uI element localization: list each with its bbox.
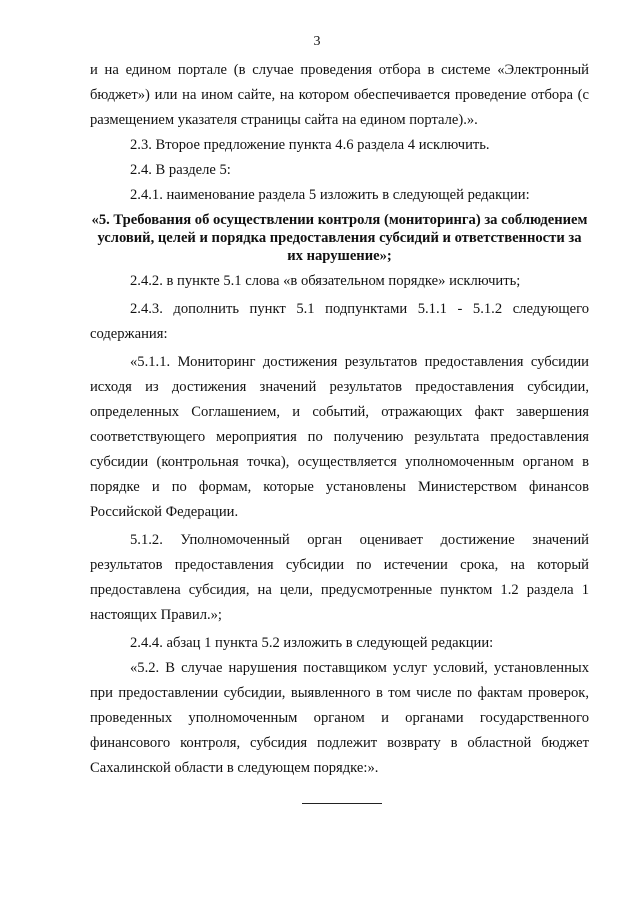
closing-rule [302,803,382,804]
paragraph-2-4-4: 2.4.4. абзац 1 пункта 5.2 изложить в следующей редакции: [130,635,494,651]
paragraph-5-1-2: 5.1.2. Уполномоченный орган оценивает достижение значений результатов предоставления субсидии по истечении срока, на который предоставлена субсидия, на цели, предусмотренные пунктом 1.2 раздела 1 настоящих Правил.»; [90,532,589,623]
paragraph-5-1-1: «5.1.1. Мониторинг достижения результатов предоставления субсидии исходя из достижения значений результатов предоставления субсидии, определенных Соглашением, и событий, отражающих факт завершения соответствующего мероприятия по получению результата предоставления субсидии (контрольная точка), осуществляется уполномоченным органом в порядке и по формам, которые установлены Министерством финансов Российской Федерации. [90,354,589,520]
page-number: 3 [313,34,321,49]
paragraph-2-3: 2.3. Второе предложение пункта 4.6 раздела 4 исключить. [130,137,490,153]
paragraph-5-2: «5.2. В случае нарушения поставщиком услуг условий, установленных при предоставлении субсидии, выявленного в том числе по фактам проверок, проведенных уполномоченным органом и органами государственного финансового контроля, субсидия подлежит возврату в областной бюджет Сахалинской области в следующем порядке:». [90,660,589,776]
document-body [90,58,589,781]
section-5-heading: «5. Требования об осуществлении контроля (мониторинга) за соблюдением условий, целей и порядка предоставления субсидий и ответственности за их нарушение»; [91,212,588,264]
paragraph-2-4-1: 2.4.1. наименование раздела 5 изложить в следующей редакции: [130,187,530,203]
paragraph-2-4: 2.4. В разделе 5: [130,162,231,178]
paragraph-2-4-2: 2.4.2. в пункте 5.1 слова «в обязательном порядке» исключить; [130,273,521,289]
paragraph-continuation: и на едином портале (в случае проведения отбора в системе «Электронный бюджет») или на ином сайте, на котором обеспечивается проведение отбора (с размещением указателя страницы сайта на едином портале).». [90,62,589,128]
paragraph-2-4-3: 2.4.3. дополнить пункт 5.1 подпунктами 5.1.1 - 5.1.2 следующего содержания: [90,301,589,342]
